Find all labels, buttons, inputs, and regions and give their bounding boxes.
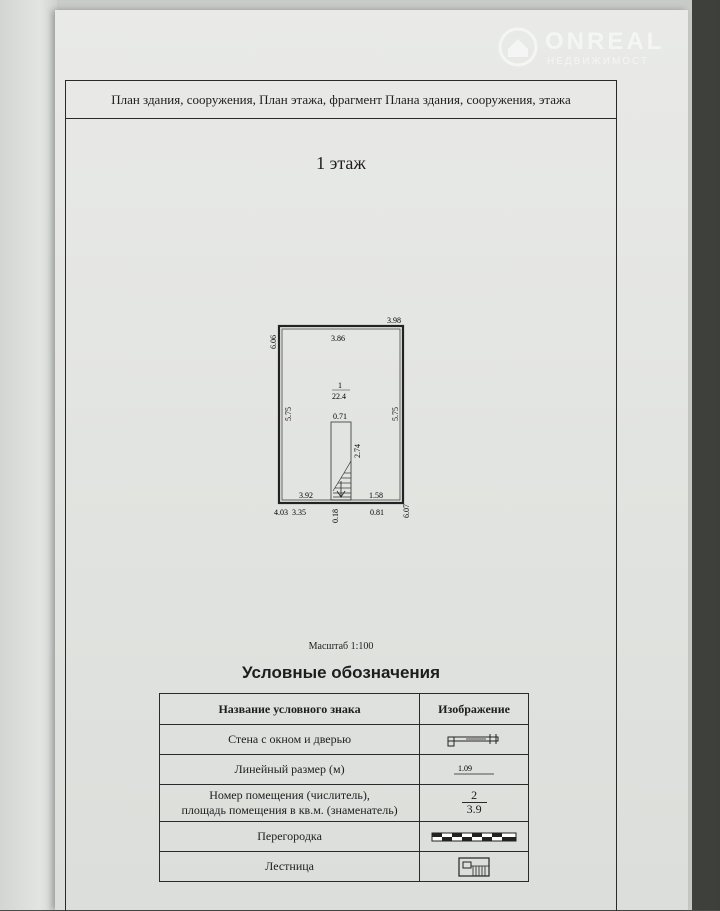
dim-stair-width: 0.71 (333, 412, 347, 421)
legend-stairs-label: Лестница (160, 852, 420, 882)
floor-title: 1 этаж (316, 153, 366, 173)
legend-title: Условные обозначения (241, 663, 441, 682)
room-number: 1 (338, 381, 342, 390)
dim-left-inner: 5.75 (284, 407, 293, 421)
legend-linear-label: Линейный размер (м) (160, 755, 420, 785)
scale-label: Масштаб 1:100 (308, 641, 374, 652)
floor-plan (261, 313, 421, 523)
legend-linear-symbol (420, 755, 529, 785)
legend-room-number-line1: Номер помещения (числитель), (209, 788, 370, 802)
drawing-frame (65, 80, 617, 911)
legend-col-image: Изображение (420, 694, 529, 725)
legend-room-number-line2: площадь помещения в кв.м. (знаменатель) (181, 803, 398, 817)
stair-arrow-icon (337, 481, 345, 497)
stair-steps (333, 461, 351, 497)
legend-wall-symbol (420, 725, 529, 755)
legend-partition-symbol (420, 822, 529, 852)
legend-row-wall (160, 725, 529, 755)
dim-left-outer-top: 6.06 (269, 335, 278, 349)
dim-bottom-left-inner: 3.92 (299, 491, 313, 500)
dim-bottom-small: 0.18 (331, 509, 340, 523)
dim-bottom-right-inner: 1.58 (369, 491, 383, 500)
header-title: План здания, сооружения, План этажа, фрагмент Плана здания, сооружения, этажа (66, 81, 616, 119)
legend-wall-label: Стена с окном и дверью (160, 725, 420, 755)
left-page-edge (0, 0, 57, 910)
legend-row-room-number (160, 785, 529, 822)
linear-sample-value: 1.09 (458, 763, 473, 773)
watermark-brand: ONREAL (545, 28, 665, 55)
dim-top-inner: 3.86 (331, 334, 345, 343)
watermark-subtitle: НЕДВИЖИМОСТ (547, 56, 650, 67)
legend-room-number-label (160, 785, 420, 822)
room-fraction-sample (462, 789, 487, 816)
fraction-denominator: 3.9 (466, 802, 482, 816)
wall-window-door-icon (446, 733, 502, 747)
linear-dimension-icon (452, 762, 496, 778)
dim-right-outer-bottom: 6.07 (402, 504, 411, 518)
dim-top-outer: 3.98 (387, 316, 401, 325)
legend-row-partition (160, 822, 529, 852)
legend-room-number-symbol (420, 785, 529, 822)
legend-table (159, 693, 529, 882)
house-logo-icon (497, 26, 539, 68)
dim-bottom-right-outer: 0.81 (370, 508, 384, 517)
stairs-icon (457, 856, 491, 878)
room-area: 22.4 (332, 392, 346, 401)
dim-stair-length: 2.74 (353, 444, 362, 458)
legend-row-linear (160, 755, 529, 785)
watermark (497, 22, 697, 72)
legend-row-stairs (160, 852, 529, 882)
partition-icon (431, 831, 517, 843)
legend-stairs-symbol (420, 852, 529, 882)
legend-header-row (160, 694, 529, 725)
fraction-numerator: 2 (462, 789, 487, 803)
dim-right-inner: 5.75 (391, 407, 400, 421)
legend-col-name: Название условного знака (160, 694, 420, 725)
dim-bottom-left-outer: 4.03 (274, 508, 288, 517)
legend-partition-label: Перегородка (160, 822, 420, 852)
dim-bottom-mid: 3.35 (292, 508, 306, 517)
